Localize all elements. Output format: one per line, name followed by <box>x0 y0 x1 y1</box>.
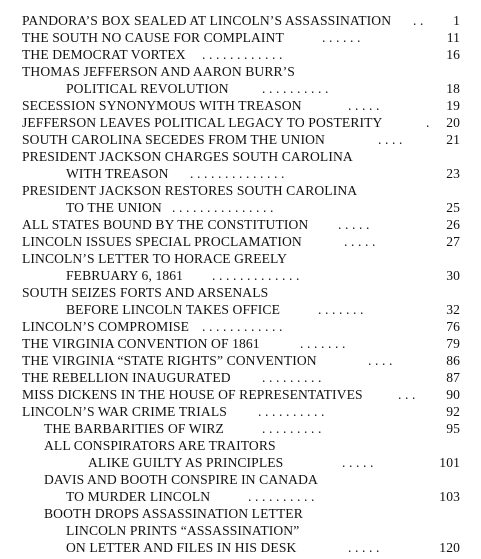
toc-leader-dots: . . . . . . . . . . . . . <box>212 268 300 283</box>
toc-page-number: 87 <box>446 370 460 385</box>
toc-leader-dots: . . . . . <box>344 234 376 249</box>
toc-entry-title: TO THE UNION <box>66 200 162 215</box>
toc-entry-title: MISS DICKENS IN THE HOUSE OF REPRESENTATIVES <box>22 387 363 402</box>
toc-leader-dots: . . . . . . . . . . . . . . <box>190 166 285 181</box>
toc-page-number: 79 <box>446 336 460 351</box>
toc-entry-title: POLITICAL REVOLUTION <box>66 81 229 96</box>
toc-entry <box>22 63 460 80</box>
toc-leader-dots: . . . . <box>378 132 403 147</box>
toc-page-number: 18 <box>446 81 460 96</box>
toc-entry-title: WITH TREASON <box>66 166 169 181</box>
toc-page-number: 120 <box>439 540 460 555</box>
toc-entry-title: ON LETTER AND FILES IN HIS DESK <box>66 540 297 555</box>
toc-page-number: 30 <box>446 268 460 283</box>
toc-entry-title: TO MURDER LINCOLN <box>66 489 211 504</box>
toc-entry <box>22 454 460 471</box>
toc-entry <box>22 131 460 148</box>
toc-entry <box>22 148 460 165</box>
toc-entry-title: THE REBELLION INAUGURATED <box>22 370 231 385</box>
toc-page-number: 92 <box>446 404 460 419</box>
toc-leader-dots: . . . . . . . . . . . . . . . <box>172 200 274 215</box>
toc-entry-title: THE DEMOCRAT VORTEX <box>22 47 186 62</box>
toc-entry <box>22 488 460 505</box>
toc-entry <box>22 386 460 403</box>
toc-entry-title: JEFFERSON LEAVES POLITICAL LEGACY TO POSTERITY <box>22 115 383 130</box>
toc-page-number: 90 <box>446 387 460 402</box>
toc-entry <box>22 318 460 335</box>
toc-entry-title: LINCOLN’S WAR CRIME TRIALS <box>22 404 227 419</box>
toc-page-number: 101 <box>439 455 460 470</box>
toc-leader-dots: . . . . . . . <box>300 336 346 351</box>
toc-entry-title: FEBRUARY 6, 1861 <box>66 268 184 283</box>
toc-page-number: 32 <box>446 302 460 317</box>
toc-entry <box>22 12 460 29</box>
toc-page-number: 21 <box>446 132 460 147</box>
toc-entry <box>22 46 460 63</box>
toc-entry <box>22 182 460 199</box>
toc-entry <box>22 522 460 539</box>
toc-entry <box>22 165 460 182</box>
toc-page-number: 27 <box>446 234 460 249</box>
toc-entry-title: ALL CONSPIRATORS ARE TRAITORS <box>44 438 276 453</box>
toc-leader-dots: . . . . <box>368 353 393 368</box>
toc-entry-title: THE BARBARITIES OF WIRZ <box>44 421 224 436</box>
toc-entry-title: BOOTH DROPS ASSASSINATION LETTER <box>44 506 303 521</box>
toc-entry-title: THOMAS JEFFERSON AND AARON BURR’S <box>22 64 295 79</box>
toc-leader-dots: . . . . . <box>348 540 380 555</box>
toc-entry-title: DAVIS AND BOOTH CONSPIRE IN CANADA <box>44 472 318 487</box>
toc-entry-title: ALL STATES BOUND BY THE CONSTITUTION <box>22 217 309 232</box>
toc-page-number: 23 <box>446 166 460 181</box>
toc-leader-dots: . . . . . . . . . . <box>258 404 325 419</box>
toc-entry-title: SOUTH SEIZES FORTS AND ARSENALS <box>22 285 269 300</box>
toc-entry-title: SECESSION SYNONYMOUS WITH TREASON <box>22 98 302 113</box>
toc-page-number: 26 <box>446 217 460 232</box>
toc-leader-dots: . . . . . . . . . . . . <box>202 47 283 62</box>
toc-entry-title: PRESIDENT JACKSON RESTORES SOUTH CAROLINA <box>22 183 358 198</box>
toc-entry-title: THE VIRGINIA “STATE RIGHTS” CONVENTION <box>22 353 317 368</box>
toc-leader-dots: . . . . . <box>348 98 380 113</box>
toc-entry-title: LINCOLN PRINTS “ASSASSINATION” <box>66 523 300 538</box>
toc-entry-title: PRESIDENT JACKSON CHARGES SOUTH CAROLINA <box>22 149 353 164</box>
toc-entry <box>22 505 460 522</box>
toc-entry-title: ALIKE GUILTY AS PRINCIPLES <box>88 455 284 470</box>
toc-entry-title: PANDORA’S BOX SEALED AT LINCOLN’S ASSASSINATION <box>22 13 392 28</box>
toc-entry-title: THE VIRGINIA CONVENTION OF 1861 <box>22 336 260 351</box>
toc-entry <box>22 369 460 386</box>
toc-entry <box>22 199 460 216</box>
toc-entry <box>22 216 460 233</box>
toc-entry <box>22 80 460 97</box>
toc-entry-title: LINCOLN’S LETTER TO HORACE GREELY <box>22 251 287 266</box>
toc-entry <box>22 420 460 437</box>
toc-leader-dots: . . <box>413 13 424 28</box>
toc-entry <box>22 352 460 369</box>
toc-leader-dots: . <box>426 115 430 130</box>
toc-entry <box>22 335 460 352</box>
toc-leader-dots: . . . . . . <box>322 30 361 45</box>
toc-leader-dots: . . . . . . . . . . . . <box>202 319 283 334</box>
toc-leader-dots: . . . . . <box>342 455 374 470</box>
toc-entry <box>22 539 460 556</box>
toc-page-number: 19 <box>446 98 460 113</box>
toc-entry <box>22 97 460 114</box>
toc-leader-dots: . . . . . . . . . <box>262 370 322 385</box>
toc-page-number: 11 <box>446 30 460 45</box>
toc-leader-dots: . . . <box>398 387 416 402</box>
toc-page-number: 1 <box>453 13 460 28</box>
toc-leader-dots: . . . . . . . . . . <box>248 489 315 504</box>
toc-leader-dots: . . . . . . . . . <box>262 421 322 436</box>
toc-entry <box>22 437 460 454</box>
toc-page-number: 95 <box>446 421 460 436</box>
toc-entry <box>22 301 460 318</box>
toc-page-number: 20 <box>446 115 460 130</box>
toc-entry <box>22 114 460 131</box>
toc-entry <box>22 29 460 46</box>
toc-entry <box>22 250 460 267</box>
toc-page-number: 25 <box>446 200 460 215</box>
toc-entry <box>22 403 460 420</box>
toc-page-number: 16 <box>446 47 460 62</box>
toc-entry-title: LINCOLN ISSUES SPECIAL PROCLAMATION <box>22 234 302 249</box>
toc-entry <box>22 233 460 250</box>
toc-entry <box>22 267 460 284</box>
toc-page-number: 103 <box>439 489 460 504</box>
toc-entry-title: THE SOUTH NO CAUSE FOR COMPLAINT <box>22 30 284 45</box>
toc-entry <box>22 284 460 301</box>
toc-leader-dots: . . . . . . . <box>318 302 364 317</box>
toc-entry-title: SOUTH CAROLINA SECEDES FROM THE UNION <box>22 132 325 147</box>
toc-leader-dots: . . . . . <box>338 217 370 232</box>
toc-page-number: 76 <box>446 319 460 334</box>
toc-entry <box>22 471 460 488</box>
toc-entry-title: LINCOLN’S COMPROMISE <box>22 319 190 334</box>
toc-page-number: 86 <box>446 353 460 368</box>
toc-leader-dots: . . . . . . . . . . <box>262 81 329 96</box>
toc-entry-title: BEFORE LINCOLN TAKES OFFICE <box>66 302 280 317</box>
